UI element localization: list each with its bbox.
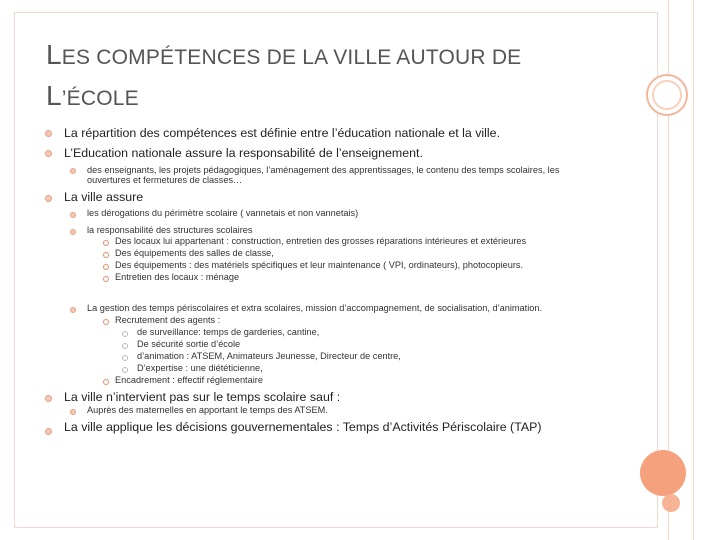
bullet-icon bbox=[45, 428, 52, 435]
list-item: La gestion des temps périscolaires et extra scolaires, mission d’accompagnement, de socialisation, d’animation. bbox=[87, 303, 543, 313]
decorative-circle-large bbox=[640, 450, 686, 496]
bullet-icon bbox=[103, 264, 109, 270]
decorative-circle-small bbox=[662, 494, 680, 512]
list-item: des enseignants, les projets pédagogiques, l’aménagement des apprentissages, le contenu des temps scolaires, les bbox=[87, 165, 560, 175]
list-item: La répartition des compétences est définie entre l’éducation nationale et la ville. bbox=[64, 126, 501, 140]
list-item: de surveillance: temps de garderies, cantine, bbox=[137, 327, 320, 337]
bullet-icon bbox=[45, 195, 52, 202]
list-item: la responsabilité des structures scolaires bbox=[87, 225, 253, 235]
bullet-icon bbox=[70, 409, 76, 415]
list-item: les dérogations du périmètre scolaire ( vannetais et non vannetais) bbox=[87, 208, 359, 218]
list-item: De sécurité sortie d’école bbox=[137, 339, 241, 349]
list-item: Des équipements : des matériels spécifiques et leur maintenance ( VPI, ordinateurs), photocopieurs. bbox=[115, 260, 524, 270]
bullet-icon bbox=[122, 367, 128, 373]
title-cap-2: L bbox=[46, 80, 62, 111]
bullet-icon bbox=[70, 168, 76, 174]
list-item: Des locaux lui appartenant : construction, entretien des grosses réparations intérieures et extérieures bbox=[115, 236, 527, 246]
list-item-continued: ouvertures et fermetures de classes… bbox=[87, 175, 243, 185]
title-line-2: ’ÉCOLE bbox=[61, 87, 139, 110]
title-line-1: ES COMPÉTENCES DE LA VILLE AUTOUR DE bbox=[61, 46, 522, 69]
bullet-icon bbox=[45, 150, 52, 157]
list-item: Entretien des locaux : ménage bbox=[115, 272, 240, 282]
bullet-icon bbox=[70, 229, 76, 235]
slide-title bbox=[46, 36, 626, 118]
bullet-icon bbox=[103, 240, 109, 246]
list-item: D’expertise : une diététicienne, bbox=[137, 363, 263, 373]
bullet-icon bbox=[103, 276, 109, 282]
bullet-icon bbox=[70, 212, 76, 218]
list-item: Des équipements des salles de classe, bbox=[115, 248, 274, 258]
bullet-icon bbox=[103, 379, 109, 385]
bullet-icon bbox=[103, 319, 109, 325]
bullet-icon bbox=[122, 355, 128, 361]
list-item: Recrutement des agents : bbox=[115, 315, 221, 325]
decorative-ring-inner bbox=[652, 80, 682, 110]
list-item: d’animation : ATSEM, Animateurs Jeunesse, Directeur de centre, bbox=[137, 351, 401, 361]
bullet-icon bbox=[70, 307, 76, 313]
list-item: Auprès des maternelles en apportant le temps des ATSEM. bbox=[87, 405, 328, 415]
bullet-icon bbox=[45, 130, 52, 137]
list-item: L’Education nationale assure la responsabilité de l’enseignement. bbox=[64, 146, 423, 160]
list-item: La ville n’intervient pas sur le temps scolaire sauf : bbox=[64, 390, 341, 404]
bullet-icon bbox=[103, 252, 109, 258]
list-item: Encadrement : effectif réglementaire bbox=[115, 375, 263, 385]
bullet-icon bbox=[122, 331, 128, 337]
bullet-icon bbox=[45, 395, 52, 402]
bullet-icon bbox=[122, 343, 128, 349]
title-cap-1: L bbox=[46, 39, 62, 70]
list-item: La ville applique les décisions gouvernementales : Temps d’Activités Périscolaire (TAP) bbox=[64, 420, 542, 434]
list-item: La ville assure bbox=[64, 190, 144, 204]
